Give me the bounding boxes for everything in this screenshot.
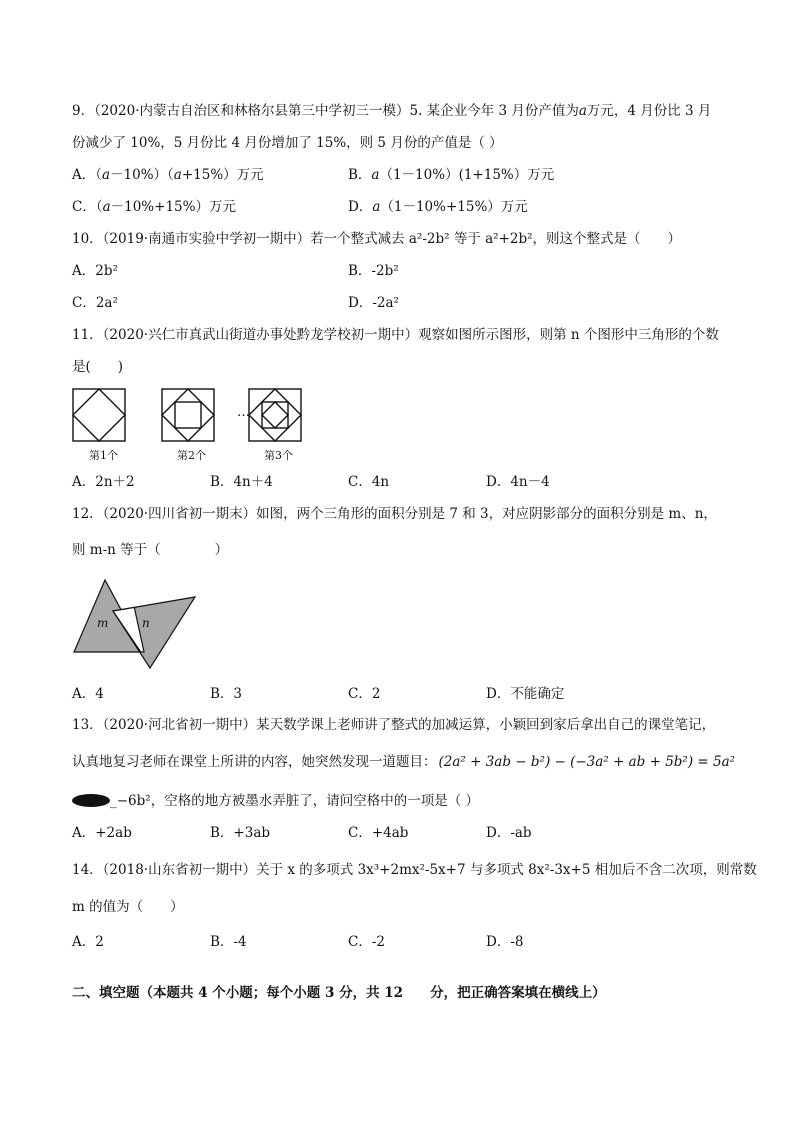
q10-option-b[interactable]: B．-2b² bbox=[348, 263, 399, 279]
q9-option-a[interactable]: A．（𝑎－10%）（𝑎+15%）万元 bbox=[72, 167, 264, 183]
q13-stem-line1: 13．（2020·河北省初一期中）某天数学课上老师讲了整式的加减运算，小颖回到家后拿出自己的课堂笔记， bbox=[72, 717, 716, 733]
q13-option-c[interactable]: C．+4ab bbox=[348, 825, 409, 841]
q11-figure-1 bbox=[73, 389, 125, 441]
q11-option-d[interactable]: D．4n－4 bbox=[486, 474, 550, 490]
q11-figures bbox=[72, 388, 312, 444]
q14-option-d[interactable]: D．-8 bbox=[486, 934, 524, 950]
q12-option-b[interactable]: B．3 bbox=[210, 686, 243, 702]
q10-option-c[interactable]: C．2a² bbox=[72, 295, 118, 311]
q11-options bbox=[72, 472, 732, 492]
q11-stem-line1: 11．（2020·兴仁市真武山街道办事处黔龙学校初一期中）观察如图所示图形，则第 n 个图形中三角形的个数 bbox=[72, 327, 719, 343]
q11-option-a[interactable]: A．2n＋2 bbox=[72, 474, 135, 490]
section-2-heading: 二、填空题（本题共 4 个小题；每个小题 3 分，共 12 分，把正确答案填在横线上） bbox=[72, 985, 606, 1001]
q12-stem-line1: 12．（2020·四川省初一期末）如图，两个三角形的面积分别是 7 和 3，对应阴影部分的面积分别是 m、n， bbox=[72, 506, 717, 522]
q14-stem-line1: 14．（2018·山东省初一期中）关于 x 的多项式 3x³+2mx²-5x+7 与多项式 8x²-3x+5 相加后不含二次项，则常数 bbox=[72, 862, 757, 878]
q14-option-c[interactable]: C．-2 bbox=[348, 934, 385, 950]
q12-label-m: m bbox=[97, 616, 109, 630]
q13-option-b[interactable]: B．+3ab bbox=[210, 825, 271, 841]
q10-options-row2 bbox=[72, 293, 732, 313]
q11-caption-3: 第3个 bbox=[264, 449, 293, 462]
q11-option-c[interactable]: C．4n bbox=[348, 474, 390, 490]
q11-figure-3 bbox=[249, 389, 301, 441]
q12-label-n: n bbox=[142, 616, 150, 630]
q9-options-row2 bbox=[72, 197, 732, 217]
q14-option-a[interactable]: A．2 bbox=[72, 934, 104, 950]
q12-figure bbox=[70, 578, 200, 670]
q13-stem-text-3: _−6b²，空格的地方被墨水弄脏了，请问空格中的一项是（ ） bbox=[110, 793, 479, 809]
q13-stem-text: 认真地复习老师在课堂上所讲的内容，她突然发现一道题目： bbox=[72, 754, 437, 770]
q13-stem-line2 bbox=[72, 752, 735, 772]
q13-option-d[interactable]: D．-ab bbox=[486, 825, 532, 841]
q12-option-d[interactable]: D．不能确定 bbox=[486, 686, 565, 702]
q13-option-a[interactable]: A．+2ab bbox=[72, 825, 132, 841]
q10-option-d[interactable]: D．-2a² bbox=[348, 295, 399, 311]
q9-stem-line1: 9．（2020·内蒙古自治区和林格尔县第三中学初三一模）5. 某企业今年 3 月份产值为𝑎万元，4 月份比 3 月 bbox=[72, 103, 712, 119]
q12-stem-line2: 则 m-n 等于（ ） bbox=[72, 542, 229, 558]
q11-caption-1: 第1个 bbox=[89, 449, 118, 462]
q10-options-row1 bbox=[72, 261, 732, 281]
q14-stem-line2: m 的值为（ ） bbox=[72, 899, 184, 915]
ink-blot-icon bbox=[72, 794, 110, 807]
q14-option-b[interactable]: B．-4 bbox=[210, 934, 247, 950]
q13-options bbox=[72, 823, 732, 843]
q13-stem-line3 bbox=[72, 791, 479, 811]
q9-option-b[interactable]: B．𝑎（1－10%）(1+15%）万元 bbox=[348, 167, 555, 183]
q11-ellipsis: … bbox=[237, 405, 250, 420]
q9-option-c[interactable]: C．（𝑎－10%+15%）万元 bbox=[72, 199, 236, 215]
q9-option-d[interactable]: D．𝑎（1－10%+15%）万元 bbox=[348, 199, 528, 215]
q10-option-a[interactable]: A．2b² bbox=[72, 263, 118, 279]
q12-option-a[interactable]: A．4 bbox=[72, 686, 104, 702]
q14-options bbox=[72, 932, 732, 952]
q11-option-b[interactable]: B．4n＋4 bbox=[210, 474, 273, 490]
q9-options-row1 bbox=[72, 165, 732, 185]
q12-options bbox=[72, 684, 732, 704]
q13-formula: (2a² + 3ab − b²) − (−3a² + ab + 5b²) = 5a² bbox=[438, 754, 736, 770]
q11-caption-2: 第2个 bbox=[177, 449, 206, 462]
q11-stem-line2: 是( ) bbox=[72, 359, 124, 375]
q12-option-c[interactable]: C．2 bbox=[348, 686, 381, 702]
q9-stem-line2: 份减少了 10%，5 月份比 4 月份增加了 15%，则 5 月份的产值是（ ） bbox=[72, 135, 503, 151]
q10-stem: 10．（2019·南通市实验中学初一期中）若一个整式减去 a²-2b² 等于 a²+2b²，则这个整式是（ ） bbox=[72, 231, 682, 247]
q11-figure-2 bbox=[162, 389, 214, 441]
